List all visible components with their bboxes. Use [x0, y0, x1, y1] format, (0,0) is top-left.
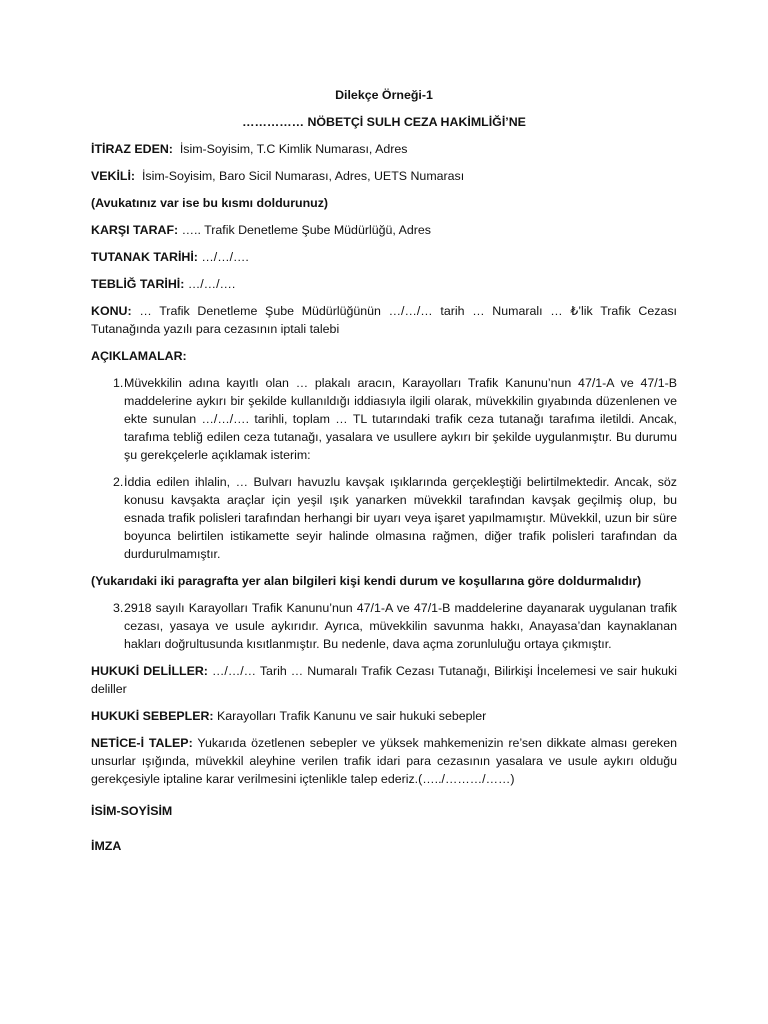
paragraph-note: (Yukarıdaki iki paragrafta yer alan bilgileri kişi kendi durum ve koşullarına göre doldurmalıdır)	[91, 574, 642, 588]
list-item-text: 2918 sayılı Karayolları Trafik Kanunu’nun 47/1-A ve 47/1-B maddelerine dayanarak uygulanan trafik cezası, yasaya ve usule aykırıdır. Ayrıca, müvekkilin savunma hakkı, Anayasa’dan kaynaklanan hakları doğrultusunda kısıtlanmıştır. Bu nedenle, dava açma zorunluluğu ortaya çıkmıştır.	[124, 601, 677, 651]
list-item	[91, 473, 677, 563]
attorney-value: İsim-Soyisim, Baro Sicil Numarası, Adres, UETS Numarası	[141, 169, 465, 183]
list-item-number: 1.	[113, 376, 124, 390]
report-date-line	[91, 248, 677, 266]
legal-grounds-label: HUKUKİ SEBEPLER:	[91, 709, 214, 723]
document-title: Dilekçe Örneği-1	[335, 88, 433, 102]
opponent-label: KARŞI TARAF:	[91, 223, 179, 237]
legal-grounds-value: Karayolları Trafik Kanunu ve sair hukuki sebepler	[217, 709, 487, 723]
evidence-label: HUKUKİ DELİLLER:	[91, 664, 208, 678]
list-item-number: 2.	[113, 475, 124, 489]
subject-line	[91, 302, 677, 338]
signature-name: İSİM-SOYİSİM	[91, 804, 173, 818]
report-date-label: TUTANAK TARİHİ:	[91, 250, 198, 264]
list-item-number: 3.	[113, 601, 124, 615]
signature-label: İMZA	[91, 839, 122, 853]
notice-date-line	[91, 275, 677, 293]
court-heading: …………… NÖBETÇİ SULH CEZA HAKİMLİĞİ’NE	[242, 115, 526, 129]
subject-value: … Trafik Denetleme Şube Müdürlüğünün …/…/… tarih … Numaralı … ₺’lik Trafik Cezası Tutanağında yazılı para cezasının iptali talebi	[91, 304, 677, 336]
request-line	[91, 734, 677, 788]
explanations-heading: AÇIKLAMALAR:	[91, 349, 187, 363]
objector-value: İsim-Soyisim, T.C Kimlik Numarası, Adres	[179, 142, 408, 156]
opponent-line	[91, 221, 677, 239]
list-item-text: Müvekkilin adına kayıtlı olan … plakalı aracın, Karayolları Trafik Kanunu’nun 47/1-A ve 47/1-B maddelerine aykırı bir şekilde kullanıldığı iddiasıyla ilgili olarak, müvekkilin gıyabında düzenlenen ve ekte sunulan …/…/…. tarihli, toplam … TL tutarındaki trafik ceza tutanağı tarafıma iletildi. Ancak, tarafıma tebliğ edilen ceza tutanağı, yasalara ve usullere aykırı bir şekilde uygulanmıştır. Bu durumu şu gerekçelerle açıklamak isterim:	[124, 376, 677, 462]
explanations-list-a	[91, 374, 677, 563]
explanations-list-b	[91, 599, 677, 653]
list-item	[91, 374, 677, 464]
list-item	[91, 599, 677, 653]
legal-grounds-line	[91, 707, 677, 725]
attorney-note: (Avukatınız var ise bu kısmı doldurunuz)	[91, 196, 329, 210]
notice-date-value: …/…/….	[187, 277, 236, 291]
attorney-line	[91, 167, 677, 185]
evidence-value: …/…/… Tarih … Numaralı Trafik Cezası Tutanağı, Bilirkişi İncelemesi ve sair hukuki deliller	[91, 664, 677, 696]
request-value: Yukarıda özetlenen sebepler ve yüksek mahkemenizin re’sen dikkate alması gereken unsurlar ışığında, müvekkil aleyhine verilen trafik idari para cezasının yasalara ve usule aykırı olduğu gerekçesiyle iptaline karar verilmesini içtenlikle talep ederiz.(…../………/……)	[91, 736, 677, 786]
request-label: NETİCE-İ TALEP:	[91, 736, 193, 750]
attorney-label: VEKİLİ:	[91, 169, 136, 183]
report-date-value: …/…/….	[201, 250, 249, 264]
objector-label: İTİRAZ EDEN:	[91, 142, 173, 156]
opponent-value: ….. Trafik Denetleme Şube Müdürlüğü, Adres	[181, 223, 431, 237]
list-item-text: İddia edilen ihlalin, … Bulvarı havuzlu kavşak ışıklarında gerçekleştiği belirtilmektedir. Ancak, söz konusu kavşakta araçlar için yeşil ışık yanarken müvekkil tarafından kavşak geçilmiş olup, bu esnada trafik polisleri tarafından herhangi bir uyarı veya işaret yapılmamıştır. Müvekkil, uzun bir süre boyunca belirtilen istikamette seyir halinde olmasına rağmen, diğer trafik polisleri tarafından da durdurulmamıştır.	[124, 475, 677, 561]
subject-label: KONU:	[91, 304, 132, 318]
notice-date-label: TEBLİĞ TARİHİ:	[91, 277, 185, 291]
evidence-line	[91, 662, 677, 698]
petition-document	[91, 86, 677, 872]
objector-line	[91, 140, 677, 158]
